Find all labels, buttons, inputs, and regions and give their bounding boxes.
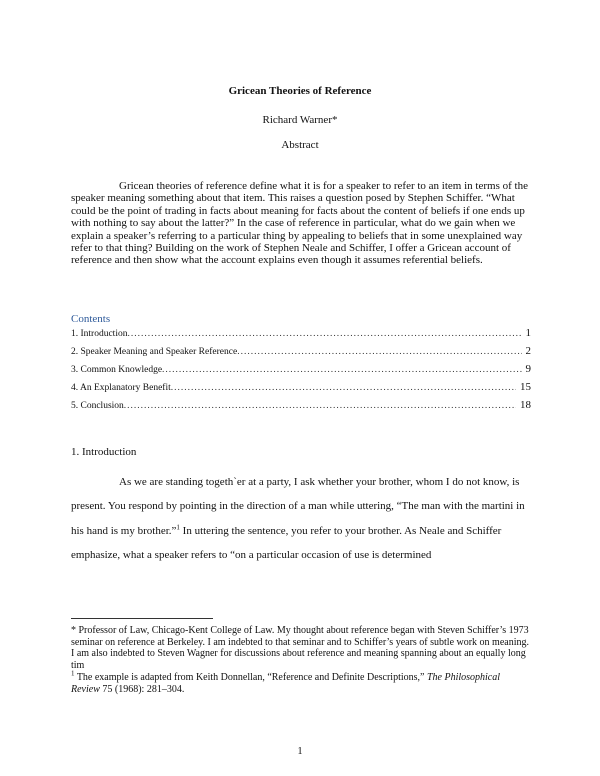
page-number: 1 bbox=[297, 746, 303, 757]
toc-leader bbox=[127, 329, 521, 339]
contents-heading: Contents bbox=[71, 313, 111, 325]
toc-entry-page: 1 bbox=[525, 327, 531, 339]
footnote-one-text: The example is adapted from Keith Donnellan, “Reference and Definite Descriptions,” bbox=[74, 671, 427, 683]
toc-leader bbox=[162, 365, 521, 375]
footnote-divider bbox=[71, 618, 213, 619]
toc-entry-speaker-meaning[interactable] bbox=[71, 345, 531, 363]
toc-entry-label: 2. Speaker Meaning and Speaker Reference bbox=[71, 347, 238, 357]
footnote-journal-title: The Philosophical Review bbox=[71, 671, 501, 695]
toc-entry-label: 1. Introduction bbox=[71, 329, 128, 339]
footnote-one-citation: 75 (1968): 281–304. bbox=[99, 683, 185, 695]
table-of-contents bbox=[71, 327, 531, 417]
toc-entry-page: 9 bbox=[525, 363, 531, 375]
toc-entry-introduction[interactable] bbox=[71, 327, 531, 345]
footnote-star: * Professor of Law, Chicago-Kent College of Law. My thought about reference began with Steven Schiffer’s 1973 seminar on reference at Berkeley. I am indebted to that seminar and to Schiffer’s years of subtle work on meaning. I am also indebted to Steven Wagner for discussions about reference and meaning spanning about an equally long tim bbox=[71, 625, 529, 672]
toc-entry-label: 5. Conclusion bbox=[71, 401, 124, 411]
footnotes bbox=[71, 625, 531, 695]
abstract-heading: Abstract bbox=[281, 139, 319, 151]
toc-entry-conclusion[interactable] bbox=[71, 399, 531, 417]
toc-entry-common-knowledge[interactable] bbox=[71, 363, 531, 381]
toc-entry-label: 3. Common Knowledge bbox=[71, 365, 163, 375]
toc-entry-explanatory-benefit[interactable] bbox=[71, 381, 531, 399]
footnote-number: 1 bbox=[71, 669, 75, 678]
toc-leader bbox=[171, 383, 516, 393]
abstract-paragraph: Gricean theories of reference define what it is for a speaker to refer to an item in terms of the speaker meaning something about that item. This raises a question posed by Stephen Schiffer. “What could be the point of trading in facts about meaning for facts about the content of beliefs if one ends up with nothing to say about the latter?” In the case of reference in particular, what do we gain when we explain a speaker’s referring to a particular thing by appealing to beliefs that in some unexplained way refer to that thing? Building on the work of Stephen Neale and Schiffer, I offer a Gricean account of reference and then show what the account explains even though it assumes referential beliefs. bbox=[71, 180, 528, 267]
author-line: Richard Warner* bbox=[262, 114, 338, 126]
toc-entry-page: 15 bbox=[520, 381, 531, 393]
intro-text-before-note: As we are standing togeth`er at a party, I ask whether your brother, whom I do not know, is present. You respond by pointing in the direction of a man while uttering, “The man with the martini in his hand is my brother.” bbox=[71, 476, 525, 537]
toc-leader bbox=[237, 347, 521, 357]
footnote-one bbox=[71, 669, 531, 695]
intro-text-after-note: In uttering the sentence, you refer to your brother. As Neale and Schiffer emphasize, what a speaker refers to “on a particular occasion of use is determined bbox=[71, 524, 502, 561]
paper-title: Gricean Theories of Reference bbox=[228, 85, 372, 97]
toc-entry-label: 4. An Explanatory Benefit bbox=[71, 383, 171, 393]
toc-entry-page: 2 bbox=[525, 345, 531, 357]
footnote-marker[interactable]: 1 bbox=[176, 522, 180, 531]
section-heading: 1. Introduction bbox=[71, 446, 137, 458]
toc-entry-page: 18 bbox=[520, 399, 531, 411]
introduction-paragraph bbox=[71, 470, 531, 567]
toc-leader bbox=[124, 401, 516, 411]
